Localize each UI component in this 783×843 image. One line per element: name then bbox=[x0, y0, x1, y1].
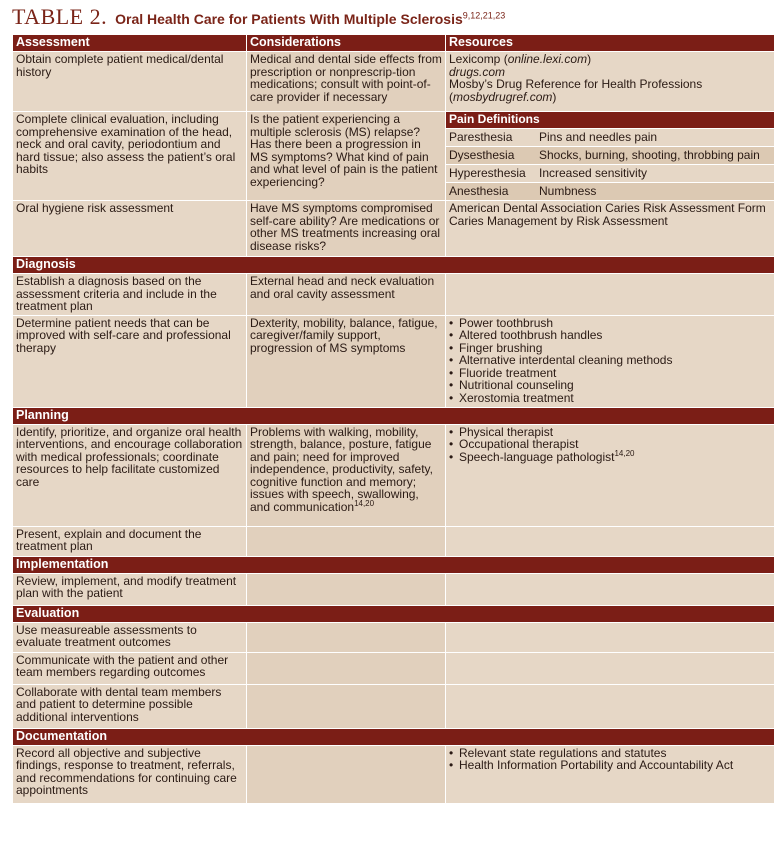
section-label: Documentation bbox=[13, 728, 775, 745]
section-label: Planning bbox=[13, 407, 775, 424]
considerations-cell: Dexterity, mobility, balance, fatigue, caregiver/family support, progression of MS symptoms bbox=[247, 315, 446, 407]
table-row bbox=[13, 201, 775, 257]
considerations-cell bbox=[247, 684, 446, 728]
list-item: • Altered toothbrush handles bbox=[449, 329, 771, 342]
assessment-cell: Complete clinical evaluation, including comprehensive examination of the head, neck and oral cavity, periodontium and hard tissue; also assess the patient’s oral habits bbox=[13, 112, 247, 201]
pain-row bbox=[446, 165, 774, 183]
table-row bbox=[13, 424, 775, 526]
list-item: • Occupational therapist bbox=[449, 438, 771, 451]
list-item: • Finger brushing bbox=[449, 342, 771, 355]
assessment-cell: Communicate with the patient and other team members regarding outcomes bbox=[13, 652, 247, 684]
resource-list bbox=[449, 747, 771, 772]
resource-drugs: drugs.com bbox=[449, 64, 506, 79]
reference-marker: 14,20 bbox=[614, 448, 635, 458]
list-item: • Health Information Portability and Accountability Act bbox=[449, 759, 771, 772]
table-row bbox=[13, 622, 775, 652]
section-label: Evaluation bbox=[13, 605, 775, 622]
list-item: • Power toothbrush bbox=[449, 317, 771, 330]
resource-list bbox=[449, 317, 771, 405]
considerations-cell bbox=[247, 573, 446, 605]
pain-row bbox=[446, 183, 774, 201]
resources-cell bbox=[446, 622, 775, 652]
resources-cell bbox=[446, 424, 775, 526]
header-row bbox=[13, 35, 775, 52]
resource-item: Caries Management by Risk Assessment bbox=[449, 213, 668, 228]
resources-cell bbox=[446, 52, 775, 112]
resources-cell bbox=[446, 526, 775, 556]
list-item-text: Speech-language pathologist bbox=[459, 449, 615, 464]
resource-paren: ) bbox=[552, 89, 557, 104]
pain-definition: Numbness bbox=[536, 183, 774, 201]
caption-refs: 9,12,21,23 bbox=[462, 10, 506, 21]
pain-term: Dysesthesia bbox=[446, 147, 536, 165]
table-row bbox=[13, 315, 775, 407]
header-resources: Resources bbox=[446, 35, 775, 52]
list-item: • Alternative interdental cleaning methods bbox=[449, 354, 771, 367]
considerations-cell bbox=[247, 745, 446, 803]
resources-cell bbox=[446, 274, 775, 316]
resource-lexicomp bbox=[449, 53, 771, 66]
resource-item: American Dental Association Caries Risk Assessment Form bbox=[449, 201, 766, 215]
list-item bbox=[449, 448, 771, 464]
list-item: • Fluoride treatment bbox=[449, 367, 771, 380]
pain-definitions-cell bbox=[446, 112, 775, 201]
list-item: • Xerostomia treatment bbox=[449, 392, 771, 405]
section-documentation bbox=[13, 728, 775, 745]
table-row bbox=[13, 112, 775, 201]
list-item: • Physical therapist bbox=[449, 426, 771, 439]
pain-definition: Increased sensitivity bbox=[536, 165, 774, 183]
resource-paren: ) bbox=[587, 52, 592, 66]
table-row bbox=[13, 573, 775, 605]
considerations-text: Problems with walking, mobility, strength, balance, posture, fatigue and pain; need for improved independence, productivity, safety, cognitive function and memory; issues with speech, swallowing, and communication bbox=[250, 424, 433, 514]
table-row bbox=[13, 274, 775, 316]
pain-definitions-title: Pain Definitions bbox=[446, 112, 774, 128]
considerations-cell: Medical and dental side effects from prescription or nonprescrip-tion medications; consult with point-of-care provider if necessary bbox=[247, 52, 446, 112]
pain-term: Hyperesthesia bbox=[446, 165, 536, 183]
section-implementation bbox=[13, 556, 775, 573]
assessment-cell: Use measureable assessments to evaluate treatment outcomes bbox=[13, 622, 247, 652]
pain-definition: Pins and needles pain bbox=[536, 129, 774, 147]
table-row bbox=[13, 684, 775, 728]
section-label: Diagnosis bbox=[13, 257, 775, 274]
assessment-cell: Collaborate with dental team members and patient to determine possible additional interventions bbox=[13, 684, 247, 728]
considerations-cell: Is the patient experiencing a multiple sclerosis (MS) relapse? Has there been a progression in MS symptoms? What kind of pain and what level of pain is the patient experiencing? bbox=[247, 112, 446, 201]
section-diagnosis bbox=[13, 257, 775, 274]
assessment-cell: Record all objective and subjective findings, response to treatment, referrals, and recommendations for continuing care appointments bbox=[13, 745, 247, 803]
assessment-cell: Obtain complete patient medical/dental history bbox=[13, 52, 247, 112]
resource-url: online.lexi.com bbox=[507, 52, 588, 66]
table-caption bbox=[115, 11, 505, 27]
table-row bbox=[13, 526, 775, 556]
care-table bbox=[12, 34, 775, 804]
considerations-cell bbox=[247, 526, 446, 556]
reference-marker: 14,20 bbox=[354, 498, 375, 508]
pain-row bbox=[446, 129, 774, 147]
resources-cell bbox=[446, 745, 775, 803]
considerations-cell bbox=[247, 652, 446, 684]
considerations-cell: Have MS symptoms compromised self-care ability? Are medications or other MS treatments increasing oral disease risks? bbox=[247, 201, 446, 257]
resources-cell bbox=[446, 684, 775, 728]
table-row bbox=[13, 52, 775, 112]
resources-cell bbox=[446, 201, 775, 257]
section-planning bbox=[13, 407, 775, 424]
resource-name: Mosby’s Drug Reference for Health Professions ( bbox=[449, 77, 703, 104]
considerations-cell bbox=[247, 622, 446, 652]
resources-cell bbox=[446, 652, 775, 684]
resource-list bbox=[449, 426, 771, 464]
resources-cell bbox=[446, 315, 775, 407]
section-evaluation bbox=[13, 605, 775, 622]
resource-name: Lexicomp ( bbox=[449, 52, 508, 66]
table-number: TABLE 2. bbox=[12, 4, 108, 29]
caption-text: Oral Health Care for Patients With Multiple Sclerosis bbox=[115, 11, 463, 27]
table-row bbox=[13, 652, 775, 684]
list-item: • Relevant state regulations and statutes bbox=[449, 747, 771, 760]
header-considerations: Considerations bbox=[247, 35, 446, 52]
pain-definition: Shocks, burning, shooting, throbbing pain bbox=[536, 147, 774, 165]
header-assessment: Assessment bbox=[13, 35, 247, 52]
resource-url: mosbydrugref.com bbox=[453, 89, 553, 104]
pain-term: Anesthesia bbox=[446, 183, 536, 201]
resources-cell bbox=[446, 573, 775, 605]
table-title bbox=[12, 4, 505, 34]
assessment-cell: Determine patient needs that can be improved with self-care and professional therapy bbox=[13, 315, 247, 407]
pain-term: Paresthesia bbox=[446, 129, 536, 147]
assessment-cell: Establish a diagnosis based on the assessment criteria and include in the treatment plan bbox=[13, 274, 247, 316]
assessment-cell: Identify, prioritize, and organize oral health interventions, and encourage collaboration with medical professionals; coordinate resources to help facilitate customized care bbox=[13, 424, 247, 526]
assessment-cell: Review, implement, and modify treatment plan with the patient bbox=[13, 573, 247, 605]
assessment-cell: Present, explain and document the treatment plan bbox=[13, 526, 247, 556]
pain-row bbox=[446, 147, 774, 165]
assessment-cell: Oral hygiene risk assessment bbox=[13, 201, 247, 257]
table-row bbox=[13, 745, 775, 803]
list-item: • Nutritional counseling bbox=[449, 379, 771, 392]
considerations-cell bbox=[247, 424, 446, 526]
section-label: Implementation bbox=[13, 556, 775, 573]
pain-definitions-table bbox=[446, 128, 774, 200]
resource-mosby bbox=[449, 78, 771, 103]
considerations-cell: External head and neck evaluation and oral cavity assessment bbox=[247, 274, 446, 316]
